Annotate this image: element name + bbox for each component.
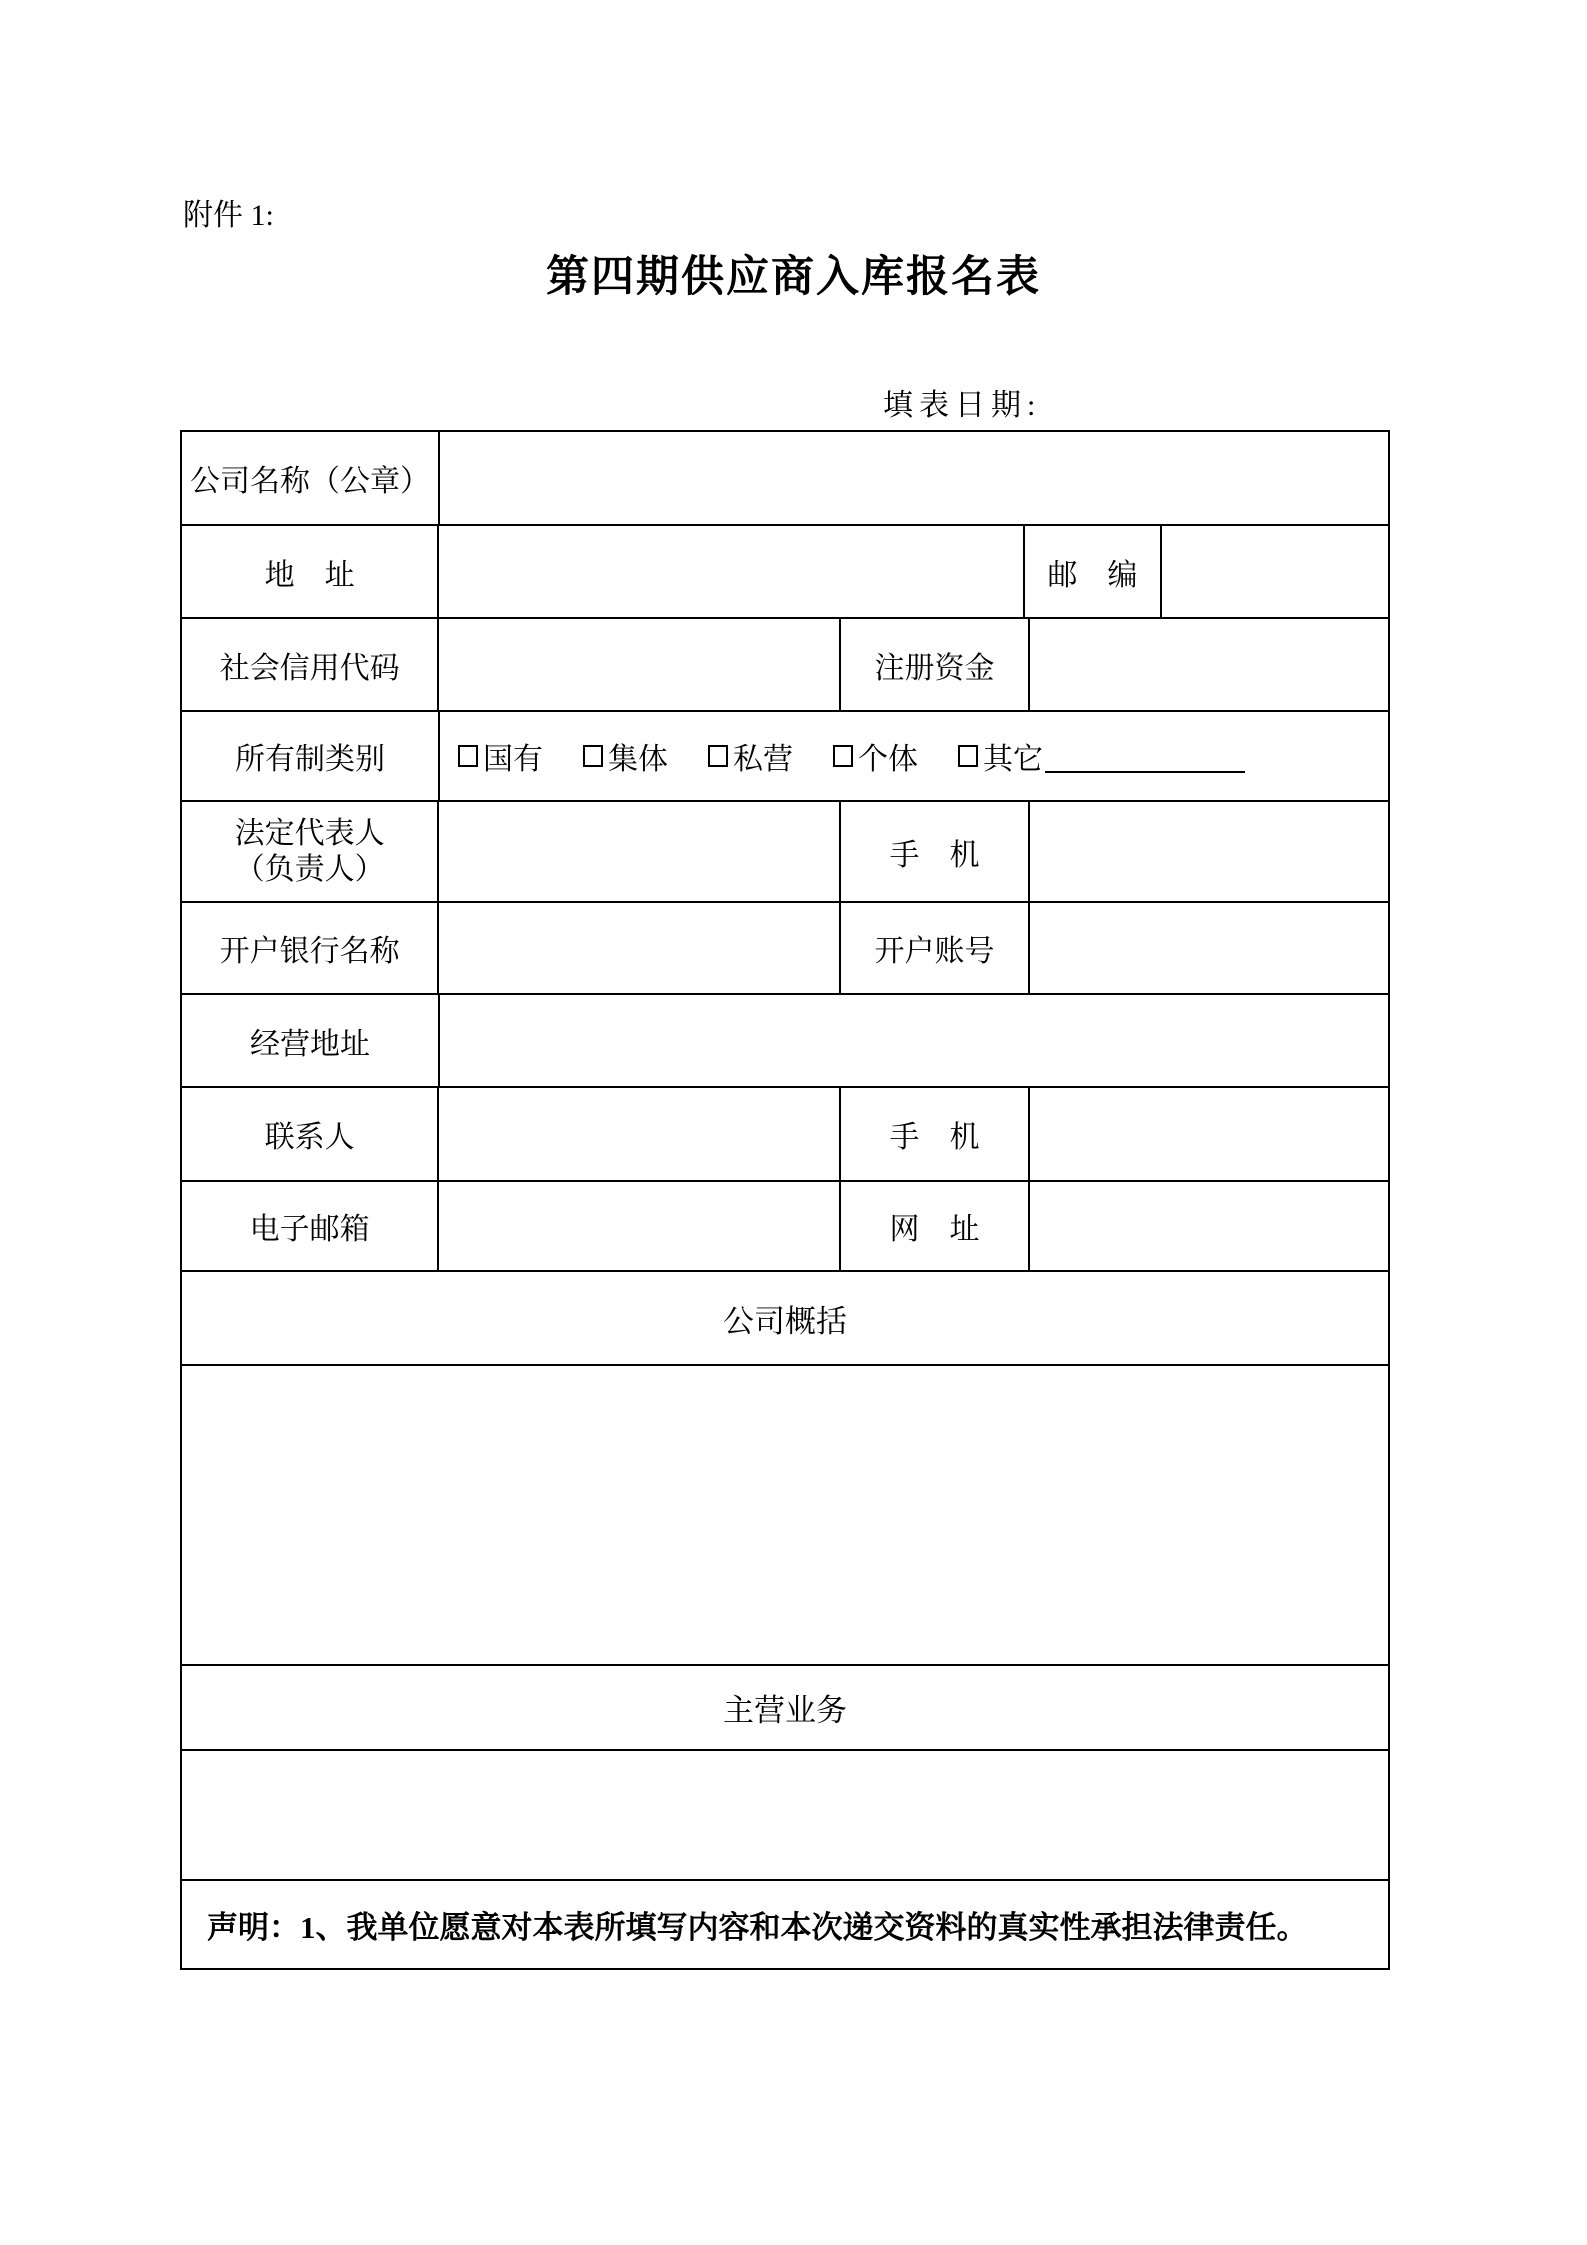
- ownership-option-other: 其它: [958, 734, 1245, 778]
- mobile2-value-cell[interactable]: [1030, 1088, 1388, 1180]
- ownership-options-cell: [440, 712, 1388, 800]
- table-row: [182, 802, 1388, 903]
- table-row: [182, 1881, 1388, 1968]
- email-label: 电子邮箱: [182, 1182, 439, 1270]
- company-overview-content-cell[interactable]: [182, 1366, 1388, 1664]
- postal-code-value-cell[interactable]: [1162, 526, 1388, 617]
- address-label: 地 址: [182, 526, 439, 617]
- checkbox-icon[interactable]: [833, 745, 853, 767]
- table-row: [182, 432, 1388, 526]
- main-business-content-cell[interactable]: [182, 1751, 1388, 1879]
- address-value-cell[interactable]: [439, 526, 1025, 617]
- ownership-label: 所有制类别: [182, 712, 440, 800]
- legal-rep-label: 法定代表人 （负责人）: [182, 802, 439, 901]
- fill-date-label: 填表日期:: [883, 389, 1042, 422]
- main-business-header: 主营业务: [723, 1693, 847, 1728]
- table-row: [182, 1366, 1388, 1666]
- table-row: [182, 1182, 1388, 1272]
- credit-code-value-cell[interactable]: [439, 619, 841, 710]
- contact-label: 联系人: [182, 1088, 439, 1180]
- mobile-value-cell[interactable]: [1030, 802, 1388, 901]
- business-address-label: 经营地址: [182, 995, 440, 1086]
- bank-name-value-cell[interactable]: [439, 903, 841, 993]
- table-row: [182, 1666, 1388, 1751]
- company-name-label: 公司名称（公章）: [182, 432, 440, 524]
- business-address-value-cell[interactable]: [440, 995, 1388, 1086]
- company-name-value-cell[interactable]: [440, 432, 1388, 524]
- mobile-label: 手 机: [841, 802, 1030, 901]
- website-label: 网 址: [841, 1182, 1030, 1270]
- ownership-option-private: 私营: [708, 734, 793, 778]
- ownership-option-collective: 集体: [583, 734, 668, 778]
- bank-account-value-cell[interactable]: [1030, 903, 1388, 993]
- page-title: 第四期供应商入库报名表: [546, 254, 1041, 301]
- supplier-form-table: [180, 430, 1390, 1970]
- attachment-label: 附件 1:: [183, 199, 274, 232]
- other-fill-line[interactable]: [1045, 739, 1245, 773]
- table-row: [182, 1088, 1388, 1182]
- bank-name-label: 开户银行名称: [182, 903, 439, 993]
- ownership-option-stateowned: 国有: [458, 734, 543, 778]
- email-value-cell[interactable]: [439, 1182, 841, 1270]
- table-row: [182, 1272, 1388, 1366]
- table-row: [182, 619, 1388, 712]
- table-row: [182, 1751, 1388, 1881]
- contact-value-cell[interactable]: [439, 1088, 841, 1180]
- website-value-cell[interactable]: [1030, 1182, 1388, 1270]
- table-row: [182, 712, 1388, 802]
- postal-code-label: 邮 编: [1025, 526, 1162, 617]
- registered-capital-value-cell[interactable]: [1030, 619, 1388, 710]
- table-row: [182, 526, 1388, 619]
- declaration-text: 声明：1、我单位愿意对本表所填写内容和本次递交资料的真实性承担法律责任。: [207, 1910, 1308, 1945]
- checkbox-icon[interactable]: [708, 745, 728, 767]
- checkbox-icon[interactable]: [458, 745, 478, 767]
- table-row: [182, 903, 1388, 995]
- legal-rep-value-cell[interactable]: [439, 802, 841, 901]
- ownership-option-individual: 个体: [833, 734, 918, 778]
- mobile2-label: 手 机: [841, 1088, 1030, 1180]
- table-row: [182, 995, 1388, 1088]
- checkbox-icon[interactable]: [958, 745, 978, 767]
- registered-capital-label: 注册资金: [841, 619, 1030, 710]
- bank-account-label: 开户账号: [841, 903, 1030, 993]
- checkbox-icon[interactable]: [583, 745, 603, 767]
- credit-code-label: 社会信用代码: [182, 619, 439, 710]
- company-overview-header: 公司概括: [723, 1303, 847, 1339]
